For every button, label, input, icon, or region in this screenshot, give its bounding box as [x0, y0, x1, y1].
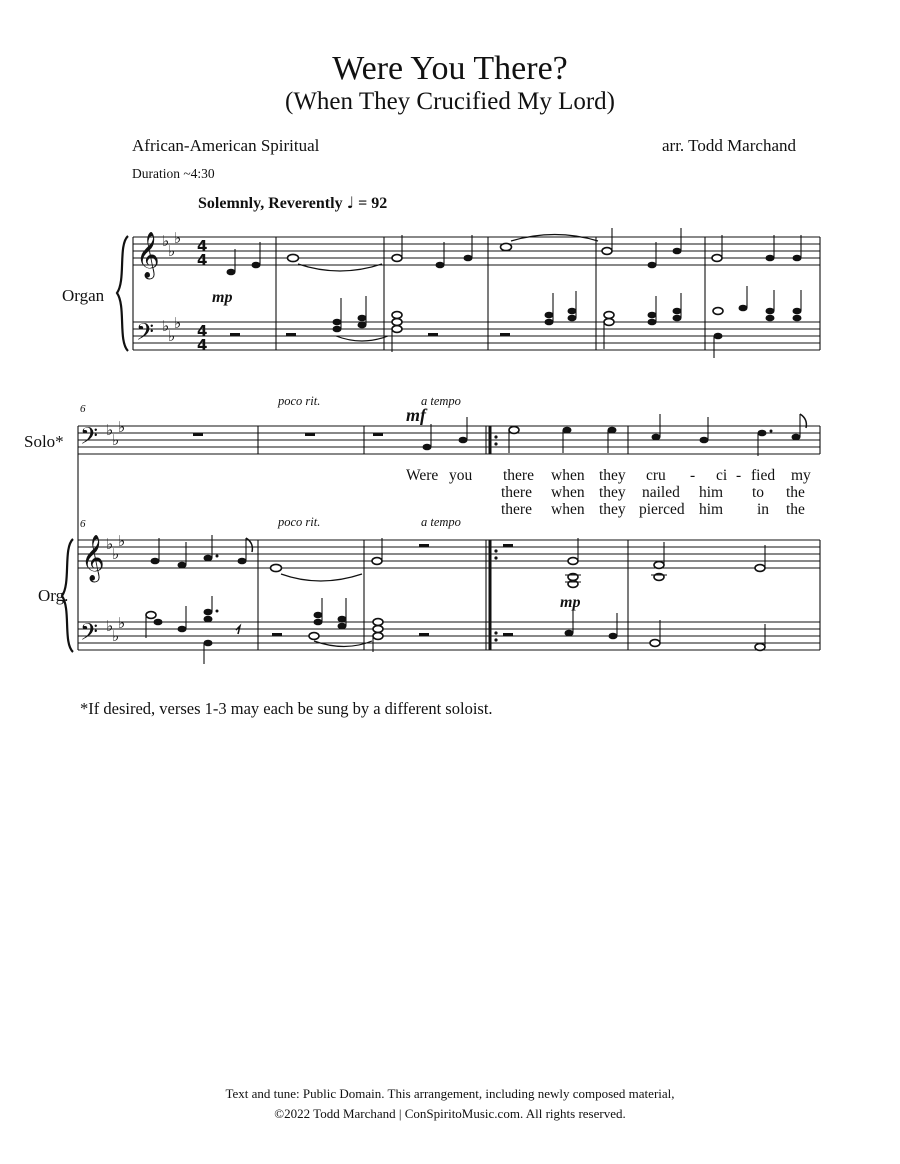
- dynamic-mf: mf: [406, 405, 426, 425]
- duration-note: Duration ~4:30: [132, 166, 215, 181]
- svg-text:♭: ♭: [168, 327, 176, 345]
- a-tempo-solo: a tempo: [421, 394, 461, 408]
- staff-treble-2: [78, 540, 820, 568]
- treble-clef-icon: 𝄞: [81, 535, 105, 581]
- lyric-v1-10: fied: [751, 467, 776, 484]
- key-signature-icon: [106, 418, 125, 645]
- lyric-v1-9: -: [736, 467, 742, 484]
- organ-label: Organ: [62, 286, 105, 305]
- quarter-note-icon: ♩: [346, 193, 355, 212]
- lyric-v3-4: pierced: [639, 501, 685, 518]
- lyric-v3-7: the: [786, 501, 805, 518]
- bass-clef-icon: 𝄢: [80, 422, 99, 455]
- time-sig-bottom-treble: 4: [197, 251, 208, 269]
- svg-text:♭: ♭: [112, 545, 120, 563]
- tempo-bpm: = 92: [358, 195, 388, 212]
- footer-copyright-line-2: ©2022 Todd Marchand | ConSpiritoMusic.com. All rights reserved.: [274, 1106, 626, 1121]
- system-1: [117, 228, 820, 358]
- bass-notes-2: [146, 596, 765, 664]
- lyric-v2-7: the: [786, 484, 805, 501]
- piece-subtitle: (When They Crucified My Lord): [285, 88, 615, 115]
- lyric-v3-2: when: [551, 501, 585, 518]
- time-sig-top-treble: 4: [197, 237, 208, 255]
- lyric-v1-8: ci: [716, 467, 728, 484]
- lyric-v1-7: -: [690, 467, 696, 484]
- svg-text:♭: ♭: [106, 617, 114, 635]
- measure-number-solo: 6: [80, 403, 86, 415]
- svg-text:♭: ♭: [168, 242, 176, 260]
- brace-icon: [62, 539, 73, 652]
- svg-text:♭: ♭: [162, 232, 170, 250]
- poco-rit-solo: poco rit.: [278, 394, 321, 408]
- lyric-v1-1: Were: [406, 467, 439, 484]
- time-sig-bottom-bass: 4: [197, 336, 208, 354]
- brace-icon: [117, 236, 128, 351]
- system-2: [62, 405, 820, 664]
- time-sig-top-bass: 4: [197, 322, 208, 340]
- footer-copyright-line-1: Text and tune: Public Domain. This arrangement, including newly composed material,: [225, 1086, 675, 1101]
- bass-clef-icon: 𝄢: [80, 618, 99, 651]
- lyric-v2-4: nailed: [642, 484, 680, 501]
- lyric-v3-1: there: [501, 501, 532, 518]
- staff-solo: [78, 426, 820, 454]
- svg-text:♭: ♭: [118, 532, 126, 550]
- lyric-v2-5: him: [699, 484, 724, 501]
- svg-text:♭: ♭: [118, 614, 126, 632]
- tempo-text: Solemnly, Reverently: [198, 195, 343, 212]
- svg-text:♭: ♭: [106, 535, 114, 553]
- lyric-v1-5: they: [599, 467, 626, 484]
- dynamic-mp-1: mp: [212, 289, 233, 306]
- lyric-v2-3: they: [599, 484, 626, 501]
- svg-text:♭: ♭: [174, 314, 182, 332]
- svg-text:♭: ♭: [174, 229, 182, 247]
- lyric-v2-6: to: [752, 484, 765, 501]
- svg-text:♭: ♭: [112, 627, 120, 645]
- lyric-v2-2: when: [551, 484, 585, 501]
- footnote: *If desired, verses 1-3 may each be sung by a different soloist.: [80, 699, 493, 718]
- svg-text:♭: ♭: [112, 431, 120, 449]
- svg-text:♭: ♭: [118, 418, 126, 436]
- lyric-v3-5: him: [699, 501, 724, 518]
- poco-rit-organ: poco rit.: [278, 515, 321, 529]
- treble-notes-1: [227, 228, 802, 275]
- treble-clef-icon: 𝄞: [136, 232, 160, 278]
- lyric-v3-6: in: [757, 501, 770, 518]
- svg-text:♭: ♭: [162, 317, 170, 335]
- lyric-v3-3: they: [599, 501, 626, 518]
- lyric-v1-11: my: [791, 467, 811, 484]
- lyric-v1-6: cru: [646, 467, 666, 484]
- a-tempo-organ: a tempo: [421, 515, 461, 529]
- lyric-v1-2: you: [449, 467, 473, 484]
- arranger-credit: arr. Todd Marchand: [662, 136, 796, 155]
- measure-number-organ: 6: [80, 518, 86, 530]
- lyric-v1-3: there: [503, 467, 534, 484]
- key-signature-icon: [162, 229, 181, 345]
- solo-notes: [193, 414, 806, 456]
- staff-bass-2: [78, 622, 820, 650]
- lyric-v1-4: when: [551, 467, 585, 484]
- composer-credit: African-American Spiritual: [132, 136, 320, 155]
- dynamic-mp-2: mp: [560, 594, 581, 611]
- bass-clef-icon: 𝄢: [136, 318, 155, 351]
- org-label: Org.: [38, 586, 69, 605]
- lyric-v2-1: there: [501, 484, 532, 501]
- solo-label: Solo*: [24, 432, 64, 451]
- piece-title: Were You There?: [332, 50, 568, 87]
- svg-text:♭: ♭: [106, 421, 114, 439]
